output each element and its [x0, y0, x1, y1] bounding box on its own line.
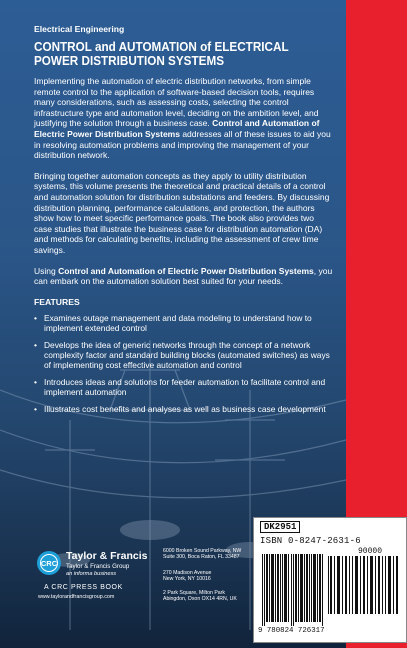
crc-logo-text: CRC: [40, 559, 58, 568]
feature-text: Introduces ideas and solutions for feeder automation to facilitate control and implement automation: [44, 376, 326, 398]
address-line: New York, NY 10016: [163, 576, 211, 583]
paragraph-3-lead: Using: [34, 265, 59, 276]
paragraph-1-tail: addresses all of these issues to aid you in resolving automation problems and improving the management of your distribution network.: [34, 128, 331, 161]
ean-barcode: [262, 554, 324, 626]
crc-logo: [36, 550, 62, 576]
bullet-icon: •: [34, 339, 37, 350]
paragraph-3-book-name: Control and Automation of Electric Power Distribution Systems: [58, 265, 314, 276]
barcode-box: [253, 517, 407, 643]
description-paragraph-1: [34, 76, 334, 161]
address-abingdon: [163, 590, 237, 603]
address-line: 6000 Broken Sound Parkway, NW: [163, 548, 242, 554]
bullet-icon: •: [34, 376, 37, 387]
feature-text: Illustrates cost benefits and analyses as well as business case development: [44, 403, 326, 414]
price-code: 90000: [358, 547, 383, 556]
paragraph-1-lead: Implementing the automation of electric distribution networks, from simple remote control to the application of software-based decision tools, requires many considerations, such as assessing costs, selecting the control infrastructure type and automation level, deciding on the ambition level, and justifying the solution through a business case.: [34, 76, 319, 129]
bullet-icon: •: [34, 312, 37, 323]
feature-item: [34, 377, 334, 398]
cover-text: [34, 24, 334, 420]
publisher-block: [36, 548, 252, 638]
title-line-1: CONTROL and AUTOMATION of ELECTRICAL: [34, 40, 289, 54]
book-title: [34, 40, 313, 68]
imprint-label: A CRC PRESS BOOK: [44, 584, 123, 591]
paragraph-3-tail: , you can embark on the automation solution best suited for your needs.: [34, 265, 333, 287]
title-line-2: POWER DISTRIBUTION SYSTEMS: [34, 54, 225, 68]
ean-digits: 9 780824 726317: [258, 627, 325, 635]
addon-barcode: [326, 556, 400, 614]
features-heading: FEATURES: [34, 296, 80, 307]
address-line: Suite 300, Boca Raton, FL 33487: [163, 554, 240, 561]
bullet-icon: •: [34, 403, 37, 414]
description-paragraph-3: [34, 266, 334, 287]
publisher-name: Taylor & Francis: [66, 550, 148, 562]
feature-text: Examines outage management and data modeling to understand how to implement extended control: [44, 312, 312, 334]
features-list: [34, 313, 334, 414]
publisher-url: www.taylorandfrancisgroup.com: [38, 594, 115, 600]
feature-item: [34, 340, 334, 371]
address-line: Abingdon, Oxon OX14 4RN, UK: [163, 596, 237, 603]
isbn-text: ISBN 0-8247-2631-6: [260, 536, 361, 546]
feature-item: [34, 313, 334, 334]
catalog-number: DK2951: [260, 521, 300, 533]
address-new-york: [163, 570, 211, 583]
description-paragraph-2: Bringing together automation concepts as they apply to utility distribution systems, this volume presents the theoretical and practical details of a control and automation solution for distribution substations and feeders. By discussing distribution planning, performance calculations, and protection, the authors show how to meet specific performance goals. The book also provides two case studies that illustrate the business case for distribution automation (DA) and methods for calculating benefits, including the assessment of crew time savings.: [34, 170, 330, 255]
publisher-group: Taylor & Francis Group: [66, 563, 130, 570]
publisher-informa: an informa business: [66, 571, 117, 577]
series-label: Electrical Engineering: [34, 24, 125, 34]
feature-item: [34, 404, 334, 414]
address-line: 2 Park Square, Milton Park: [163, 590, 225, 596]
address-line: 270 Madison Avenue: [163, 570, 212, 576]
paragraph-1-book-name: Control and Automation of Electric Power Distribution Systems: [34, 118, 320, 139]
feature-text: Develops the idea of generic networks through the concept of a network complexity factor and standard building blocks (automated switches) as ways of implementing cost effective automation and control: [44, 339, 330, 371]
address-boca-raton: [163, 548, 241, 561]
